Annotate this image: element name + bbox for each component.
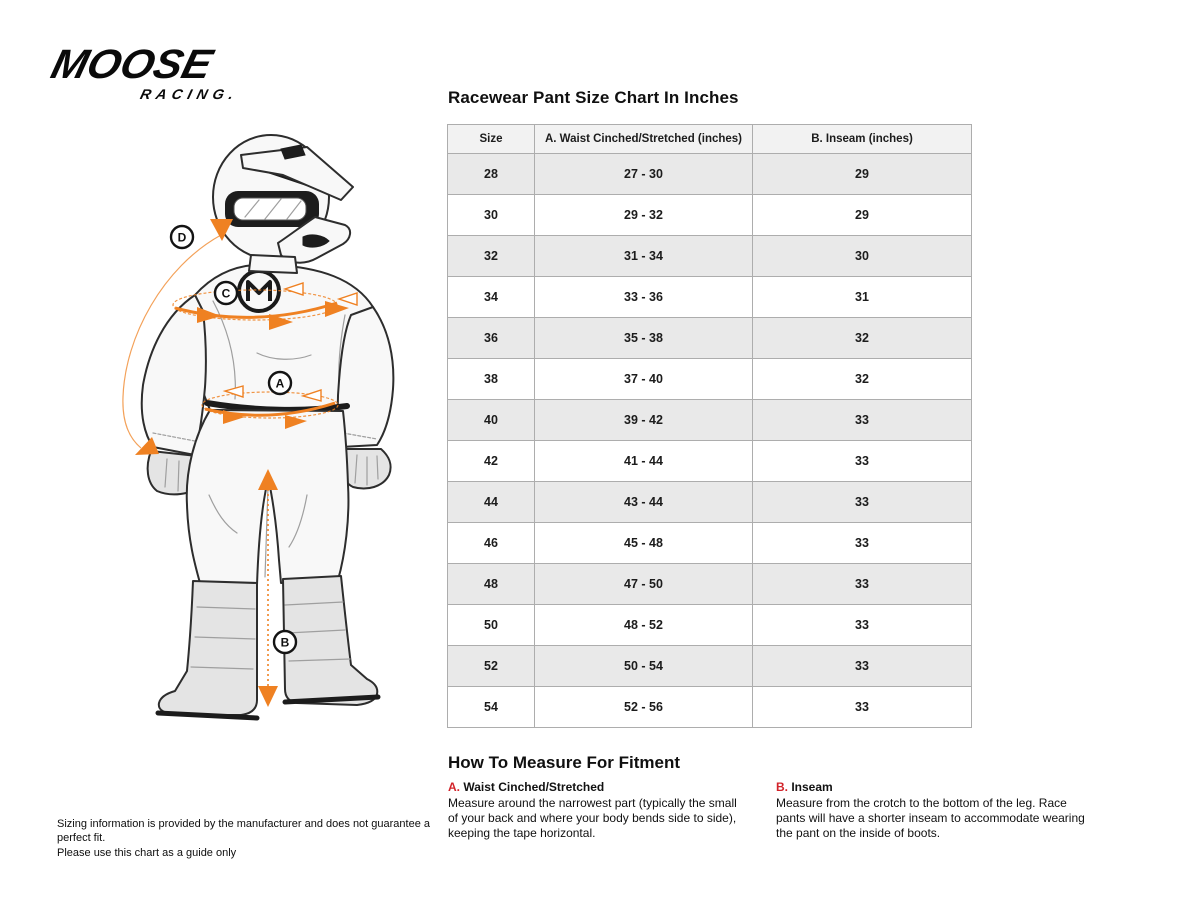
table-cell: 33 bbox=[753, 646, 972, 687]
table-row bbox=[448, 318, 972, 359]
marker-c bbox=[215, 282, 237, 304]
table-cell: 33 bbox=[753, 400, 972, 441]
rider-measurement-figure bbox=[45, 115, 425, 775]
table-cell: 29 bbox=[753, 195, 972, 236]
table-cell: 32 bbox=[448, 236, 535, 277]
table-row bbox=[448, 236, 972, 277]
table-cell: 39 - 42 bbox=[535, 400, 753, 441]
table-cell: 36 bbox=[448, 318, 535, 359]
marker-d bbox=[171, 226, 193, 248]
disclaimer-line-1: Sizing information is provided by the manufacturer and does not guarantee a perfect fit. bbox=[57, 818, 431, 845]
table-column-header: B. Inseam (inches) bbox=[753, 125, 972, 154]
table-cell: 32 bbox=[753, 318, 972, 359]
table-column-header: A. Waist Cinched/Stretched (inches) bbox=[535, 125, 753, 154]
table-row bbox=[448, 195, 972, 236]
table-cell: 46 bbox=[448, 523, 535, 564]
table-column-header: Size bbox=[448, 125, 535, 154]
table-row bbox=[448, 400, 972, 441]
disclaimer-line-2: Please use this chart as a guide only bbox=[57, 846, 237, 859]
svg-text:B: B bbox=[280, 635, 290, 650]
table-row bbox=[448, 359, 972, 400]
measure-waist-letter: A. bbox=[448, 780, 460, 794]
table-row bbox=[448, 277, 972, 318]
table-cell: 29 - 32 bbox=[535, 195, 753, 236]
table-cell: 31 - 34 bbox=[535, 236, 753, 277]
table-cell: 32 bbox=[753, 359, 972, 400]
table-cell: 52 bbox=[448, 646, 535, 687]
size-table-body bbox=[448, 154, 972, 728]
table-row bbox=[448, 605, 972, 646]
table-cell: 31 bbox=[753, 277, 972, 318]
table-cell: 44 bbox=[448, 482, 535, 523]
measure-waist-description: Measure around the narrowest part (typically the small of your back and where your body bends side to side), keeping the tape horizontal. bbox=[448, 796, 737, 840]
table-cell: 50 bbox=[448, 605, 535, 646]
table-cell: 42 bbox=[448, 441, 535, 482]
table-cell: 43 - 44 bbox=[535, 482, 753, 523]
table-cell: 29 bbox=[753, 154, 972, 195]
table-row bbox=[448, 154, 972, 195]
table-cell: 30 bbox=[753, 236, 972, 277]
measure-waist-heading bbox=[448, 780, 750, 794]
svg-text:D: D bbox=[177, 230, 187, 245]
brand-name-moose: MOOSE bbox=[46, 41, 217, 87]
brand-wordmark bbox=[43, 41, 254, 102]
table-cell: 33 - 36 bbox=[535, 277, 753, 318]
table-cell: 41 - 44 bbox=[535, 441, 753, 482]
svg-text:A: A bbox=[275, 376, 285, 391]
table-cell: 37 - 40 bbox=[535, 359, 753, 400]
how-to-measure-title: How To Measure For Fitment bbox=[448, 753, 681, 772]
marker-a bbox=[269, 372, 291, 394]
table-cell: 35 - 38 bbox=[535, 318, 753, 359]
table-cell: 33 bbox=[753, 605, 972, 646]
table-cell: 28 bbox=[448, 154, 535, 195]
measure-item-inseam bbox=[776, 780, 1086, 841]
table-cell: 33 bbox=[753, 687, 972, 728]
table-cell: 30 bbox=[448, 195, 535, 236]
measure-waist-label: Waist Cinched/Stretched bbox=[463, 780, 605, 794]
brand-name-racing: RACING. bbox=[138, 85, 241, 102]
table-cell: 48 - 52 bbox=[535, 605, 753, 646]
measure-inseam-description: Measure from the crotch to the bottom of the leg. Race pants will have a shorter inseam to accommodate wearing the pant on the inside of boots. bbox=[776, 796, 1085, 840]
table-header-row bbox=[448, 125, 972, 154]
rider-figure-svg bbox=[45, 115, 425, 775]
table-cell: 40 bbox=[448, 400, 535, 441]
svg-text:C: C bbox=[221, 286, 231, 301]
measure-inseam-heading bbox=[776, 780, 1086, 794]
table-cell: 54 bbox=[448, 687, 535, 728]
size-chart-table bbox=[447, 124, 972, 728]
table-row bbox=[448, 441, 972, 482]
table-cell: 33 bbox=[753, 523, 972, 564]
table-cell: 50 - 54 bbox=[535, 646, 753, 687]
measure-inseam-label: Inseam bbox=[791, 780, 833, 794]
table-cell: 48 bbox=[448, 564, 535, 605]
table-row bbox=[448, 564, 972, 605]
table-cell: 33 bbox=[753, 441, 972, 482]
table-row bbox=[448, 646, 972, 687]
measure-item-waist bbox=[448, 780, 750, 841]
table-cell: 45 - 48 bbox=[535, 523, 753, 564]
size-chart-title: Racewear Pant Size Chart In Inches bbox=[448, 88, 739, 107]
table-row bbox=[448, 482, 972, 523]
table-row bbox=[448, 687, 972, 728]
table-row bbox=[448, 523, 972, 564]
table-cell: 33 bbox=[753, 564, 972, 605]
measure-inseam-letter: B. bbox=[776, 780, 788, 794]
table-cell: 27 - 30 bbox=[535, 154, 753, 195]
table-cell: 38 bbox=[448, 359, 535, 400]
marker-b bbox=[274, 631, 296, 653]
sizing-disclaimer bbox=[57, 817, 447, 860]
table-cell: 52 - 56 bbox=[535, 687, 753, 728]
table-cell: 34 bbox=[448, 277, 535, 318]
table-cell: 47 - 50 bbox=[535, 564, 753, 605]
moose-racing-logo bbox=[46, 41, 247, 102]
table-cell: 33 bbox=[753, 482, 972, 523]
